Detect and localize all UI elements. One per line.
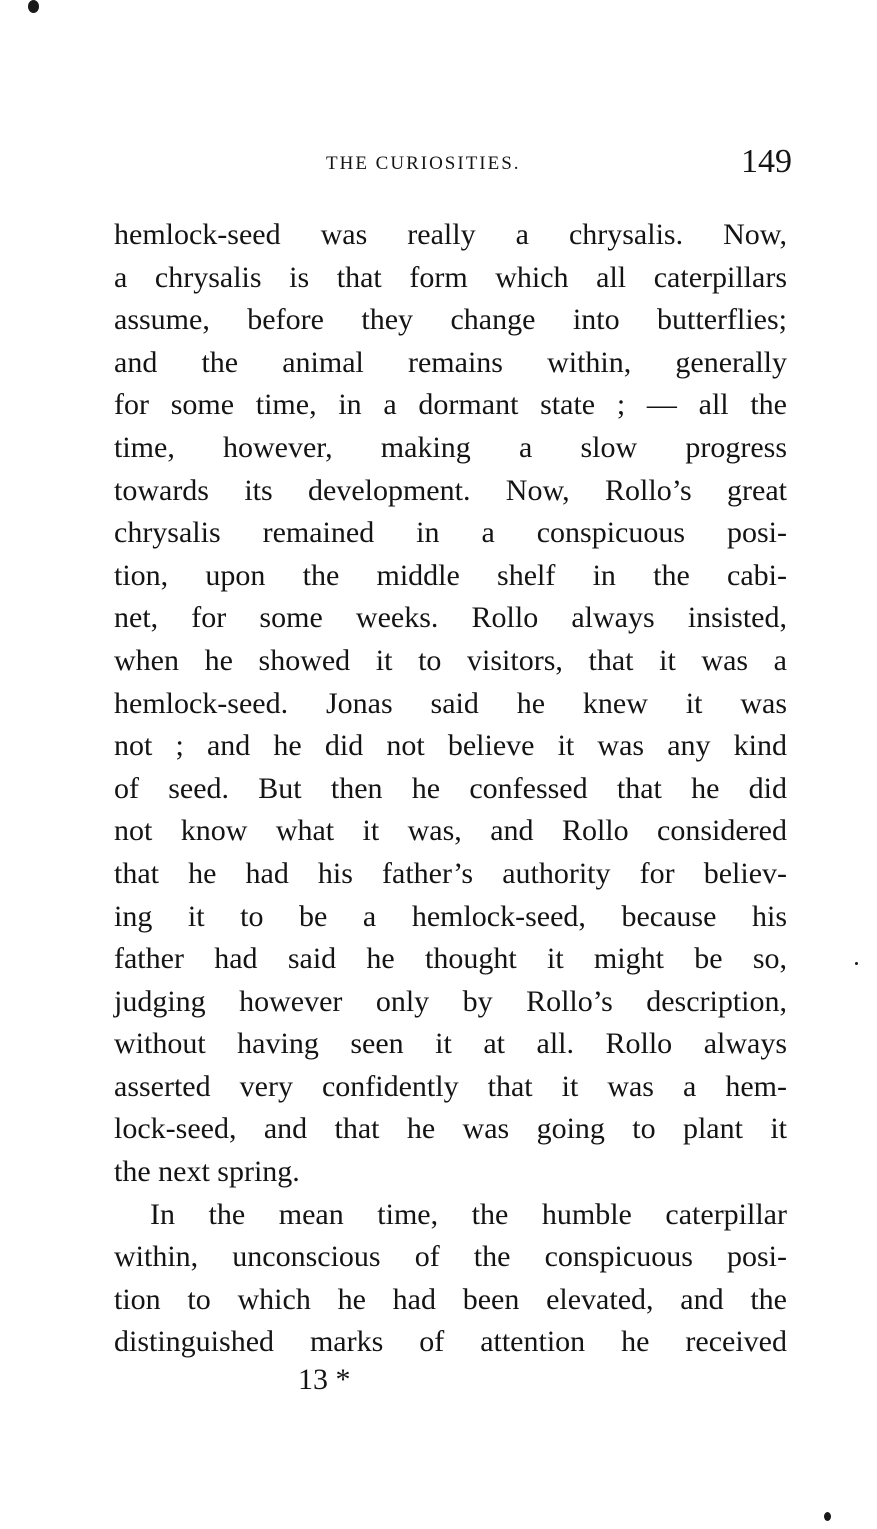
page-number: 149 (741, 143, 792, 180)
text-line: In the mean time, the humble caterpillar (150, 1197, 787, 1231)
running-title: THE CURIOSITIES. (326, 153, 521, 174)
body-text (114, 214, 787, 1364)
text-line: within, unconscious of the conspicuous posi- (114, 1240, 787, 1274)
text-line: for some time, in a dormant state ; — all the (114, 388, 787, 422)
text-line: that he had his father’s authority for believ- (114, 856, 787, 890)
ink-speck (855, 962, 858, 965)
text-line: not ; and he did not believe it was any kind (114, 729, 787, 763)
text-line: and the animal remains within, generally (114, 345, 787, 379)
text-line: towards its development. Now, Rollo’s great (114, 473, 787, 507)
text-line: of seed. But then he confessed that he did (114, 771, 787, 805)
ink-speck (28, 0, 39, 13)
text-line: when he showed it to visitors, that it was a (114, 643, 787, 677)
signature-mark: 13 * (298, 1363, 351, 1396)
text-line: chrysalis remained in a conspicuous posi- (114, 516, 787, 550)
text-line: without having seen it at all. Rollo always (114, 1027, 787, 1061)
running-head (114, 143, 792, 183)
text-line: assume, before they change into butterflies; (114, 303, 787, 337)
text-line: ing it to be a hemlock-seed, because his (114, 899, 787, 933)
text-line: lock-seed, and that he was going to plant it (114, 1112, 787, 1146)
text-line: father had said he thought it might be so, (114, 942, 787, 976)
text-line: net, for some weeks. Rollo always insisted, (114, 601, 787, 635)
text-line: the next spring. (114, 1155, 300, 1189)
text-line: hemlock-seed was really a chrysalis. Now, (114, 218, 787, 251)
text-line: judging however only by Rollo’s description, (114, 984, 787, 1018)
text-line: distinguished marks of attention he received (114, 1325, 787, 1359)
text-line: time, however, making a slow progress (114, 430, 787, 464)
text-line: tion to which he had been elevated, and the (114, 1282, 787, 1316)
text-line: asserted very confidently that it was a hem- (114, 1069, 787, 1103)
text-line: a chrysalis is that form which all caterpillars (114, 260, 787, 294)
ink-speck (824, 1512, 831, 1521)
text-line: tion, upon the middle shelf in the cabi- (114, 558, 787, 592)
text-line: not know what it was, and Rollo considered (114, 814, 787, 848)
text-line: hemlock-seed. Jonas said he knew it was (114, 686, 787, 720)
